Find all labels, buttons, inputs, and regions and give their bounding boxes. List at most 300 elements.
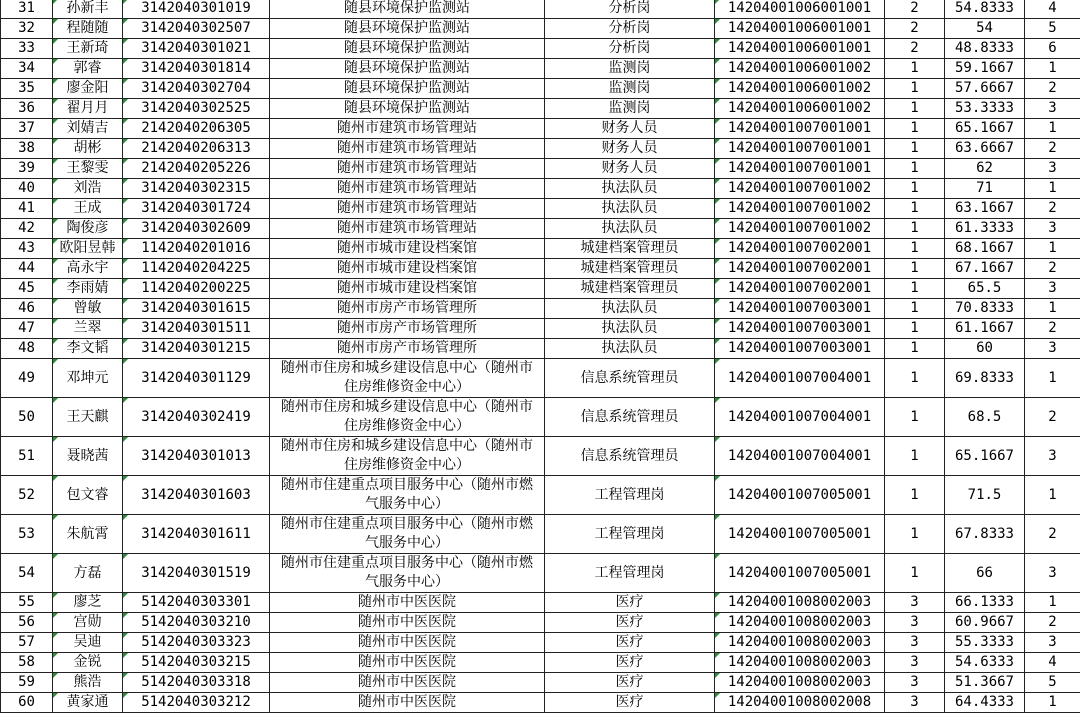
cell-name[interactable]: 兰翠 [53,319,123,339]
cell-quota[interactable]: 1 [885,159,945,179]
cell-name[interactable]: 吴迪 [53,633,123,653]
cell-ticket[interactable]: 3142040301021 [123,39,270,59]
cell-rank[interactable]: 3 [1025,279,1080,299]
cell-score[interactable]: 71 [945,179,1025,199]
cell-name[interactable]: 廖金阳 [53,79,123,99]
cell-code[interactable]: 14204001007002001 [715,259,885,279]
cell-code[interactable]: 14204001007003001 [715,299,885,319]
cell-name[interactable]: 王天麒 [53,398,123,437]
cell-code[interactable]: 14204001008002003 [715,653,885,673]
cell-ticket[interactable]: 3142040302315 [123,179,270,199]
cell-seq[interactable]: 40 [1,179,53,199]
cell-ticket[interactable]: 5142040303318 [123,673,270,693]
table-row [1,0,1080,19]
cell-seq[interactable]: 45 [1,279,53,299]
cell-post[interactable]: 医疗 [545,633,715,653]
cell-score[interactable]: 63.1667 [945,199,1025,219]
cell-score[interactable]: 68.1667 [945,239,1025,259]
cell-quota[interactable]: 3 [885,633,945,653]
cell-ticket[interactable]: 5142040303210 [123,613,270,633]
cell-name[interactable]: 熊浩 [53,673,123,693]
cell-post[interactable]: 执法队员 [545,199,715,219]
cell-post[interactable]: 执法队员 [545,319,715,339]
table-row [1,239,1080,259]
cell-rank[interactable]: 5 [1025,19,1080,39]
cell-name[interactable]: 陶俊彦 [53,219,123,239]
cell-code[interactable]: 14204001007002001 [715,279,885,299]
cell-unit[interactable]: 随州市住房和城乡建设信息中心（随州市住房维修资金中心） [270,359,545,398]
cell-post[interactable]: 城建档案管理员 [545,279,715,299]
cell-quota[interactable]: 1 [885,359,945,398]
cell-unit[interactable]: 随州市房产市场管理所 [270,319,545,339]
cell-unit[interactable]: 随县环境保护监测站 [270,19,545,39]
table-row [1,279,1080,299]
cell-post[interactable]: 执法队员 [545,219,715,239]
cell-post[interactable]: 城建档案管理员 [545,239,715,259]
cell-name[interactable]: 郭睿 [53,59,123,79]
cell-unit[interactable]: 随县环境保护监测站 [270,0,545,19]
cell-quota[interactable]: 1 [885,437,945,476]
cell-ticket[interactable]: 3142040302609 [123,219,270,239]
cell-unit[interactable]: 随州市建筑市场管理站 [270,219,545,239]
cell-quota[interactable]: 2 [885,39,945,59]
cell-ticket[interactable]: 5142040303215 [123,653,270,673]
cell-post[interactable]: 监测岗 [545,99,715,119]
cell-score[interactable]: 54.8333 [945,0,1025,19]
cell-ticket[interactable]: 2142040206313 [123,139,270,159]
cell-rank[interactable]: 3 [1025,339,1080,359]
cell-name[interactable]: 朱航霄 [53,515,123,554]
cell-ticket[interactable]: 3142040301814 [123,59,270,79]
cell-score[interactable]: 54.6333 [945,653,1025,673]
cell-unit[interactable]: 随州市城市建设档案馆 [270,259,545,279]
table-row [1,39,1080,59]
cell-rank[interactable]: 2 [1025,319,1080,339]
cell-seq[interactable]: 41 [1,199,53,219]
cell-quota[interactable]: 1 [885,79,945,99]
cell-name[interactable]: 孙新丰 [53,0,123,19]
cell-quota[interactable]: 1 [885,319,945,339]
cell-unit[interactable]: 随州市住房和城乡建设信息中心（随州市住房维修资金中心） [270,398,545,437]
cell-ticket[interactable]: 3142040302419 [123,398,270,437]
cell-name[interactable]: 曾敏 [53,299,123,319]
cell-post[interactable]: 财务人员 [545,139,715,159]
cell-post[interactable]: 财务人员 [545,119,715,139]
cell-code[interactable]: 14204001007004001 [715,359,885,398]
cell-rank[interactable]: 2 [1025,199,1080,219]
cell-unit[interactable]: 随州市建筑市场管理站 [270,139,545,159]
cell-name[interactable]: 聂晓茜 [53,437,123,476]
cell-quota[interactable]: 1 [885,59,945,79]
cell-code[interactable]: 14204001007004001 [715,437,885,476]
table-row [1,179,1080,199]
cell-name[interactable]: 黄家通 [53,693,123,713]
cell-unit[interactable]: 随县环境保护监测站 [270,99,545,119]
cell-rank[interactable]: 3 [1025,159,1080,179]
cell-score[interactable]: 70.8333 [945,299,1025,319]
cell-seq[interactable]: 46 [1,299,53,319]
cell-score[interactable]: 63.6667 [945,139,1025,159]
cell-ticket[interactable]: 3142040301019 [123,0,270,19]
cell-ticket[interactable]: 3142040301603 [123,476,270,515]
cell-name[interactable]: 刘婧吉 [53,119,123,139]
cell-code[interactable]: 14204001006001001 [715,0,885,19]
cell-post[interactable]: 执法队员 [545,179,715,199]
cell-ticket[interactable]: 1142040200225 [123,279,270,299]
cell-score[interactable]: 65.1667 [945,437,1025,476]
cell-unit[interactable]: 随州市房产市场管理所 [270,299,545,319]
cell-unit[interactable]: 随州市房产市场管理所 [270,339,545,359]
table-row [1,299,1080,319]
cell-quota[interactable]: 3 [885,693,945,713]
cell-rank[interactable]: 1 [1025,59,1080,79]
cell-score[interactable]: 55.3333 [945,633,1025,653]
cell-post[interactable]: 医疗 [545,593,715,613]
cell-seq[interactable]: 59 [1,673,53,693]
cell-score[interactable]: 59.1667 [945,59,1025,79]
cell-unit[interactable]: 随州市中医医院 [270,673,545,693]
cell-seq[interactable]: 47 [1,319,53,339]
cell-seq[interactable]: 57 [1,633,53,653]
cell-unit[interactable]: 随州市住房和城乡建设信息中心（随州市住房维修资金中心） [270,437,545,476]
cell-seq[interactable]: 52 [1,476,53,515]
cell-code[interactable]: 14204001007002001 [715,239,885,259]
cell-name[interactable]: 高永宇 [53,259,123,279]
cell-seq[interactable]: 42 [1,219,53,239]
cell-rank[interactable]: 1 [1025,239,1080,259]
cell-quota[interactable]: 1 [885,515,945,554]
cell-unit[interactable]: 随州市城市建设档案馆 [270,239,545,259]
cell-seq[interactable]: 31 [1,0,53,19]
cell-code[interactable]: 14204001006001002 [715,59,885,79]
cell-seq[interactable]: 58 [1,653,53,673]
cell-ticket[interactable]: 3142040301611 [123,515,270,554]
cell-quota[interactable]: 1 [885,219,945,239]
cell-rank[interactable]: 1 [1025,476,1080,515]
cell-ticket[interactable]: 5142040303212 [123,693,270,713]
cell-unit[interactable]: 随州市中医医院 [270,693,545,713]
cell-post[interactable]: 医疗 [545,653,715,673]
cell-rank[interactable]: 5 [1025,673,1080,693]
cell-unit[interactable]: 随州市住建重点项目服务中心（随州市燃气服务中心） [270,554,545,593]
table-row [1,437,1080,476]
cell-quota[interactable]: 3 [885,653,945,673]
cell-code[interactable]: 14204001007005001 [715,515,885,554]
cell-score[interactable]: 48.8333 [945,39,1025,59]
cell-quota[interactable]: 1 [885,99,945,119]
cell-score[interactable]: 51.3667 [945,673,1025,693]
cell-post[interactable]: 工程管理岗 [545,476,715,515]
cell-score[interactable]: 61.3333 [945,219,1025,239]
cell-code[interactable]: 14204001008002003 [715,633,885,653]
cell-quota[interactable]: 1 [885,259,945,279]
cell-unit[interactable]: 随县环境保护监测站 [270,59,545,79]
table-row [1,139,1080,159]
cell-name[interactable]: 王黎雯 [53,159,123,179]
cell-rank[interactable]: 3 [1025,554,1080,593]
cell-score[interactable]: 66.1333 [945,593,1025,613]
cell-post[interactable]: 信息系统管理员 [545,359,715,398]
cell-seq[interactable]: 48 [1,339,53,359]
cell-rank[interactable]: 1 [1025,693,1080,713]
cell-seq[interactable]: 36 [1,99,53,119]
cell-score[interactable]: 60.9667 [945,613,1025,633]
cell-ticket[interactable]: 3142040301519 [123,554,270,593]
cell-name[interactable]: 金锐 [53,653,123,673]
cell-score[interactable]: 65.5 [945,279,1025,299]
cell-unit[interactable]: 随县环境保护监测站 [270,79,545,99]
cell-name[interactable]: 翟月月 [53,99,123,119]
cell-code[interactable]: 14204001006001001 [715,19,885,39]
cell-quota[interactable]: 1 [885,299,945,319]
cell-score[interactable]: 62 [945,159,1025,179]
cell-code[interactable]: 14204001007001002 [715,219,885,239]
cell-name[interactable]: 邓坤元 [53,359,123,398]
table-row [1,119,1080,139]
cell-code[interactable]: 14204001008002003 [715,673,885,693]
cell-rank[interactable]: 3 [1025,99,1080,119]
cell-quota[interactable]: 1 [885,139,945,159]
cell-post[interactable]: 监测岗 [545,79,715,99]
cell-name[interactable]: 李文韬 [53,339,123,359]
cell-rank[interactable]: 2 [1025,398,1080,437]
cell-ticket[interactable]: 3142040301013 [123,437,270,476]
cell-ticket[interactable]: 3142040302704 [123,79,270,99]
cell-quota[interactable]: 1 [885,554,945,593]
cell-seq[interactable]: 54 [1,554,53,593]
cell-post[interactable]: 监测岗 [545,59,715,79]
cell-rank[interactable]: 2 [1025,613,1080,633]
cell-rank[interactable]: 3 [1025,437,1080,476]
cell-code[interactable]: 14204001007005001 [715,476,885,515]
cell-seq[interactable]: 56 [1,613,53,633]
cell-unit[interactable]: 随州市建筑市场管理站 [270,179,545,199]
cell-post[interactable]: 城建档案管理员 [545,259,715,279]
cell-code[interactable]: 14204001007004001 [715,398,885,437]
cell-unit[interactable]: 随州市中医医院 [270,593,545,613]
cell-name[interactable]: 王新琦 [53,39,123,59]
cell-post[interactable]: 工程管理岗 [545,515,715,554]
cell-rank[interactable]: 3 [1025,633,1080,653]
cell-score[interactable]: 60 [945,339,1025,359]
cell-quota[interactable]: 2 [885,19,945,39]
cell-seq[interactable]: 44 [1,259,53,279]
cell-rank[interactable]: 4 [1025,653,1080,673]
cell-quota[interactable]: 2 [885,0,945,19]
cell-seq[interactable]: 35 [1,79,53,99]
cell-rank[interactable]: 2 [1025,79,1080,99]
cell-code[interactable]: 14204001006001002 [715,99,885,119]
table-row [1,219,1080,239]
cell-ticket[interactable]: 2142040205226 [123,159,270,179]
cell-quota[interactable]: 1 [885,398,945,437]
cell-seq[interactable]: 51 [1,437,53,476]
cell-seq[interactable]: 53 [1,515,53,554]
cell-seq[interactable]: 49 [1,359,53,398]
cell-rank[interactable]: 2 [1025,259,1080,279]
cell-ticket[interactable]: 3142040301615 [123,299,270,319]
cell-code[interactable]: 14204001006001002 [715,79,885,99]
table-row [1,593,1080,613]
cell-name[interactable]: 欧阳昱韩 [53,239,123,259]
cell-quota[interactable]: 1 [885,199,945,219]
table-body [1,0,1080,713]
table-row [1,359,1080,398]
cell-post[interactable]: 医疗 [545,673,715,693]
cell-ticket[interactable]: 1142040204225 [123,259,270,279]
cell-quota[interactable]: 1 [885,279,945,299]
cell-post[interactable]: 财务人员 [545,159,715,179]
cell-ticket[interactable]: 3142040301511 [123,319,270,339]
cell-rank[interactable]: 2 [1025,139,1080,159]
cell-score[interactable]: 71.5 [945,476,1025,515]
table-row [1,554,1080,593]
cell-unit[interactable]: 随州市中医医院 [270,653,545,673]
cell-score[interactable]: 57.6667 [945,79,1025,99]
cell-ticket[interactable]: 5142040303301 [123,593,270,613]
table-row [1,398,1080,437]
cell-rank[interactable]: 4 [1025,0,1080,19]
cell-score[interactable]: 66 [945,554,1025,593]
cell-ticket[interactable]: 1142040201016 [123,239,270,259]
cell-name[interactable]: 包文睿 [53,476,123,515]
cell-post[interactable]: 执法队员 [545,339,715,359]
cell-unit[interactable]: 随州市住建重点项目服务中心（随州市燃气服务中心） [270,476,545,515]
cell-name[interactable]: 程随随 [53,19,123,39]
cell-name[interactable]: 李雨婧 [53,279,123,299]
cell-name[interactable]: 胡彬 [53,139,123,159]
cell-score[interactable]: 53.3333 [945,99,1025,119]
cell-code[interactable]: 14204001007001001 [715,139,885,159]
table-row [1,339,1080,359]
cell-post[interactable]: 工程管理岗 [545,554,715,593]
cell-name[interactable]: 王成 [53,199,123,219]
cell-score[interactable]: 69.8333 [945,359,1025,398]
table-row [1,476,1080,515]
cell-rank[interactable]: 1 [1025,179,1080,199]
cell-post[interactable]: 信息系统管理员 [545,437,715,476]
cell-code[interactable]: 14204001008002003 [715,613,885,633]
cell-code[interactable]: 14204001007001002 [715,199,885,219]
cell-seq[interactable]: 60 [1,693,53,713]
cell-post[interactable]: 信息系统管理员 [545,398,715,437]
cell-code[interactable]: 14204001008002003 [715,593,885,613]
cell-rank[interactable]: 6 [1025,39,1080,59]
cell-quota[interactable]: 1 [885,119,945,139]
cell-quota[interactable]: 1 [885,339,945,359]
cell-unit[interactable]: 随州市住建重点项目服务中心（随州市燃气服务中心） [270,515,545,554]
cell-name[interactable]: 宫勋 [53,613,123,633]
cell-score[interactable]: 67.8333 [945,515,1025,554]
cell-seq[interactable]: 38 [1,139,53,159]
cell-ticket[interactable]: 3142040301724 [123,199,270,219]
cell-rank[interactable]: 1 [1025,119,1080,139]
cell-code[interactable]: 14204001008002008 [715,693,885,713]
table-row [1,79,1080,99]
table-row [1,653,1080,673]
cell-ticket[interactable]: 3142040301129 [123,359,270,398]
cell-code[interactable]: 14204001007001001 [715,159,885,179]
cell-unit[interactable]: 随州市建筑市场管理站 [270,199,545,219]
cell-name[interactable]: 方磊 [53,554,123,593]
cell-unit[interactable]: 随县环境保护监测站 [270,39,545,59]
cell-ticket[interactable]: 5142040303323 [123,633,270,653]
cell-score[interactable]: 67.1667 [945,259,1025,279]
cell-seq[interactable]: 32 [1,19,53,39]
cell-rank[interactable]: 1 [1025,359,1080,398]
cell-quota[interactable]: 3 [885,593,945,613]
cell-seq[interactable]: 39 [1,159,53,179]
cell-post[interactable]: 分析岗 [545,19,715,39]
cell-unit[interactable]: 随州市中医医院 [270,633,545,653]
cell-rank[interactable]: 3 [1025,219,1080,239]
table-row [1,673,1080,693]
cell-name[interactable]: 廖芝 [53,593,123,613]
cell-quota[interactable]: 1 [885,179,945,199]
cell-ticket[interactable]: 2142040206305 [123,119,270,139]
cell-score[interactable]: 64.4333 [945,693,1025,713]
table-row [1,633,1080,653]
cell-score[interactable]: 65.1667 [945,119,1025,139]
cell-post[interactable]: 医疗 [545,613,715,633]
cell-rank[interactable]: 2 [1025,515,1080,554]
cell-seq[interactable]: 43 [1,239,53,259]
cell-unit[interactable]: 随州市城市建设档案馆 [270,279,545,299]
cell-quota[interactable]: 1 [885,239,945,259]
cell-code[interactable]: 14204001007005001 [715,554,885,593]
cell-ticket[interactable]: 3142040301215 [123,339,270,359]
cell-name[interactable]: 刘浩 [53,179,123,199]
table-row [1,99,1080,119]
cell-code[interactable]: 14204001006001001 [715,39,885,59]
cell-score[interactable]: 68.5 [945,398,1025,437]
cell-rank[interactable]: 1 [1025,299,1080,319]
cell-rank[interactable]: 1 [1025,593,1080,613]
table-row [1,199,1080,219]
cell-post[interactable]: 执法队员 [545,299,715,319]
table-row [1,59,1080,79]
cell-post[interactable]: 分析岗 [545,0,715,19]
cell-unit[interactable]: 随州市建筑市场管理站 [270,119,545,139]
cell-code[interactable]: 14204001007001002 [715,179,885,199]
cell-ticket[interactable]: 3142040302507 [123,19,270,39]
table-row [1,159,1080,179]
cell-code[interactable]: 14204001007003001 [715,319,885,339]
cell-score[interactable]: 61.1667 [945,319,1025,339]
cell-quota[interactable]: 3 [885,613,945,633]
cell-quota[interactable]: 1 [885,476,945,515]
table-row [1,613,1080,633]
cell-score[interactable]: 54 [945,19,1025,39]
table-row [1,319,1080,339]
table-row [1,19,1080,39]
table-row [1,693,1080,713]
cell-unit[interactable]: 随州市中医医院 [270,613,545,633]
table-row [1,259,1080,279]
cell-seq[interactable]: 34 [1,59,53,79]
cell-quota[interactable]: 3 [885,673,945,693]
cell-seq[interactable]: 50 [1,398,53,437]
cell-post[interactable]: 医疗 [545,693,715,713]
cell-ticket[interactable]: 3142040302525 [123,99,270,119]
cell-post[interactable]: 分析岗 [545,39,715,59]
cell-code[interactable]: 14204001007003001 [715,339,885,359]
cell-seq[interactable]: 37 [1,119,53,139]
cell-unit[interactable]: 随州市建筑市场管理站 [270,159,545,179]
cell-seq[interactable]: 55 [1,593,53,613]
cell-code[interactable]: 14204001007001001 [715,119,885,139]
cell-seq[interactable]: 33 [1,39,53,59]
